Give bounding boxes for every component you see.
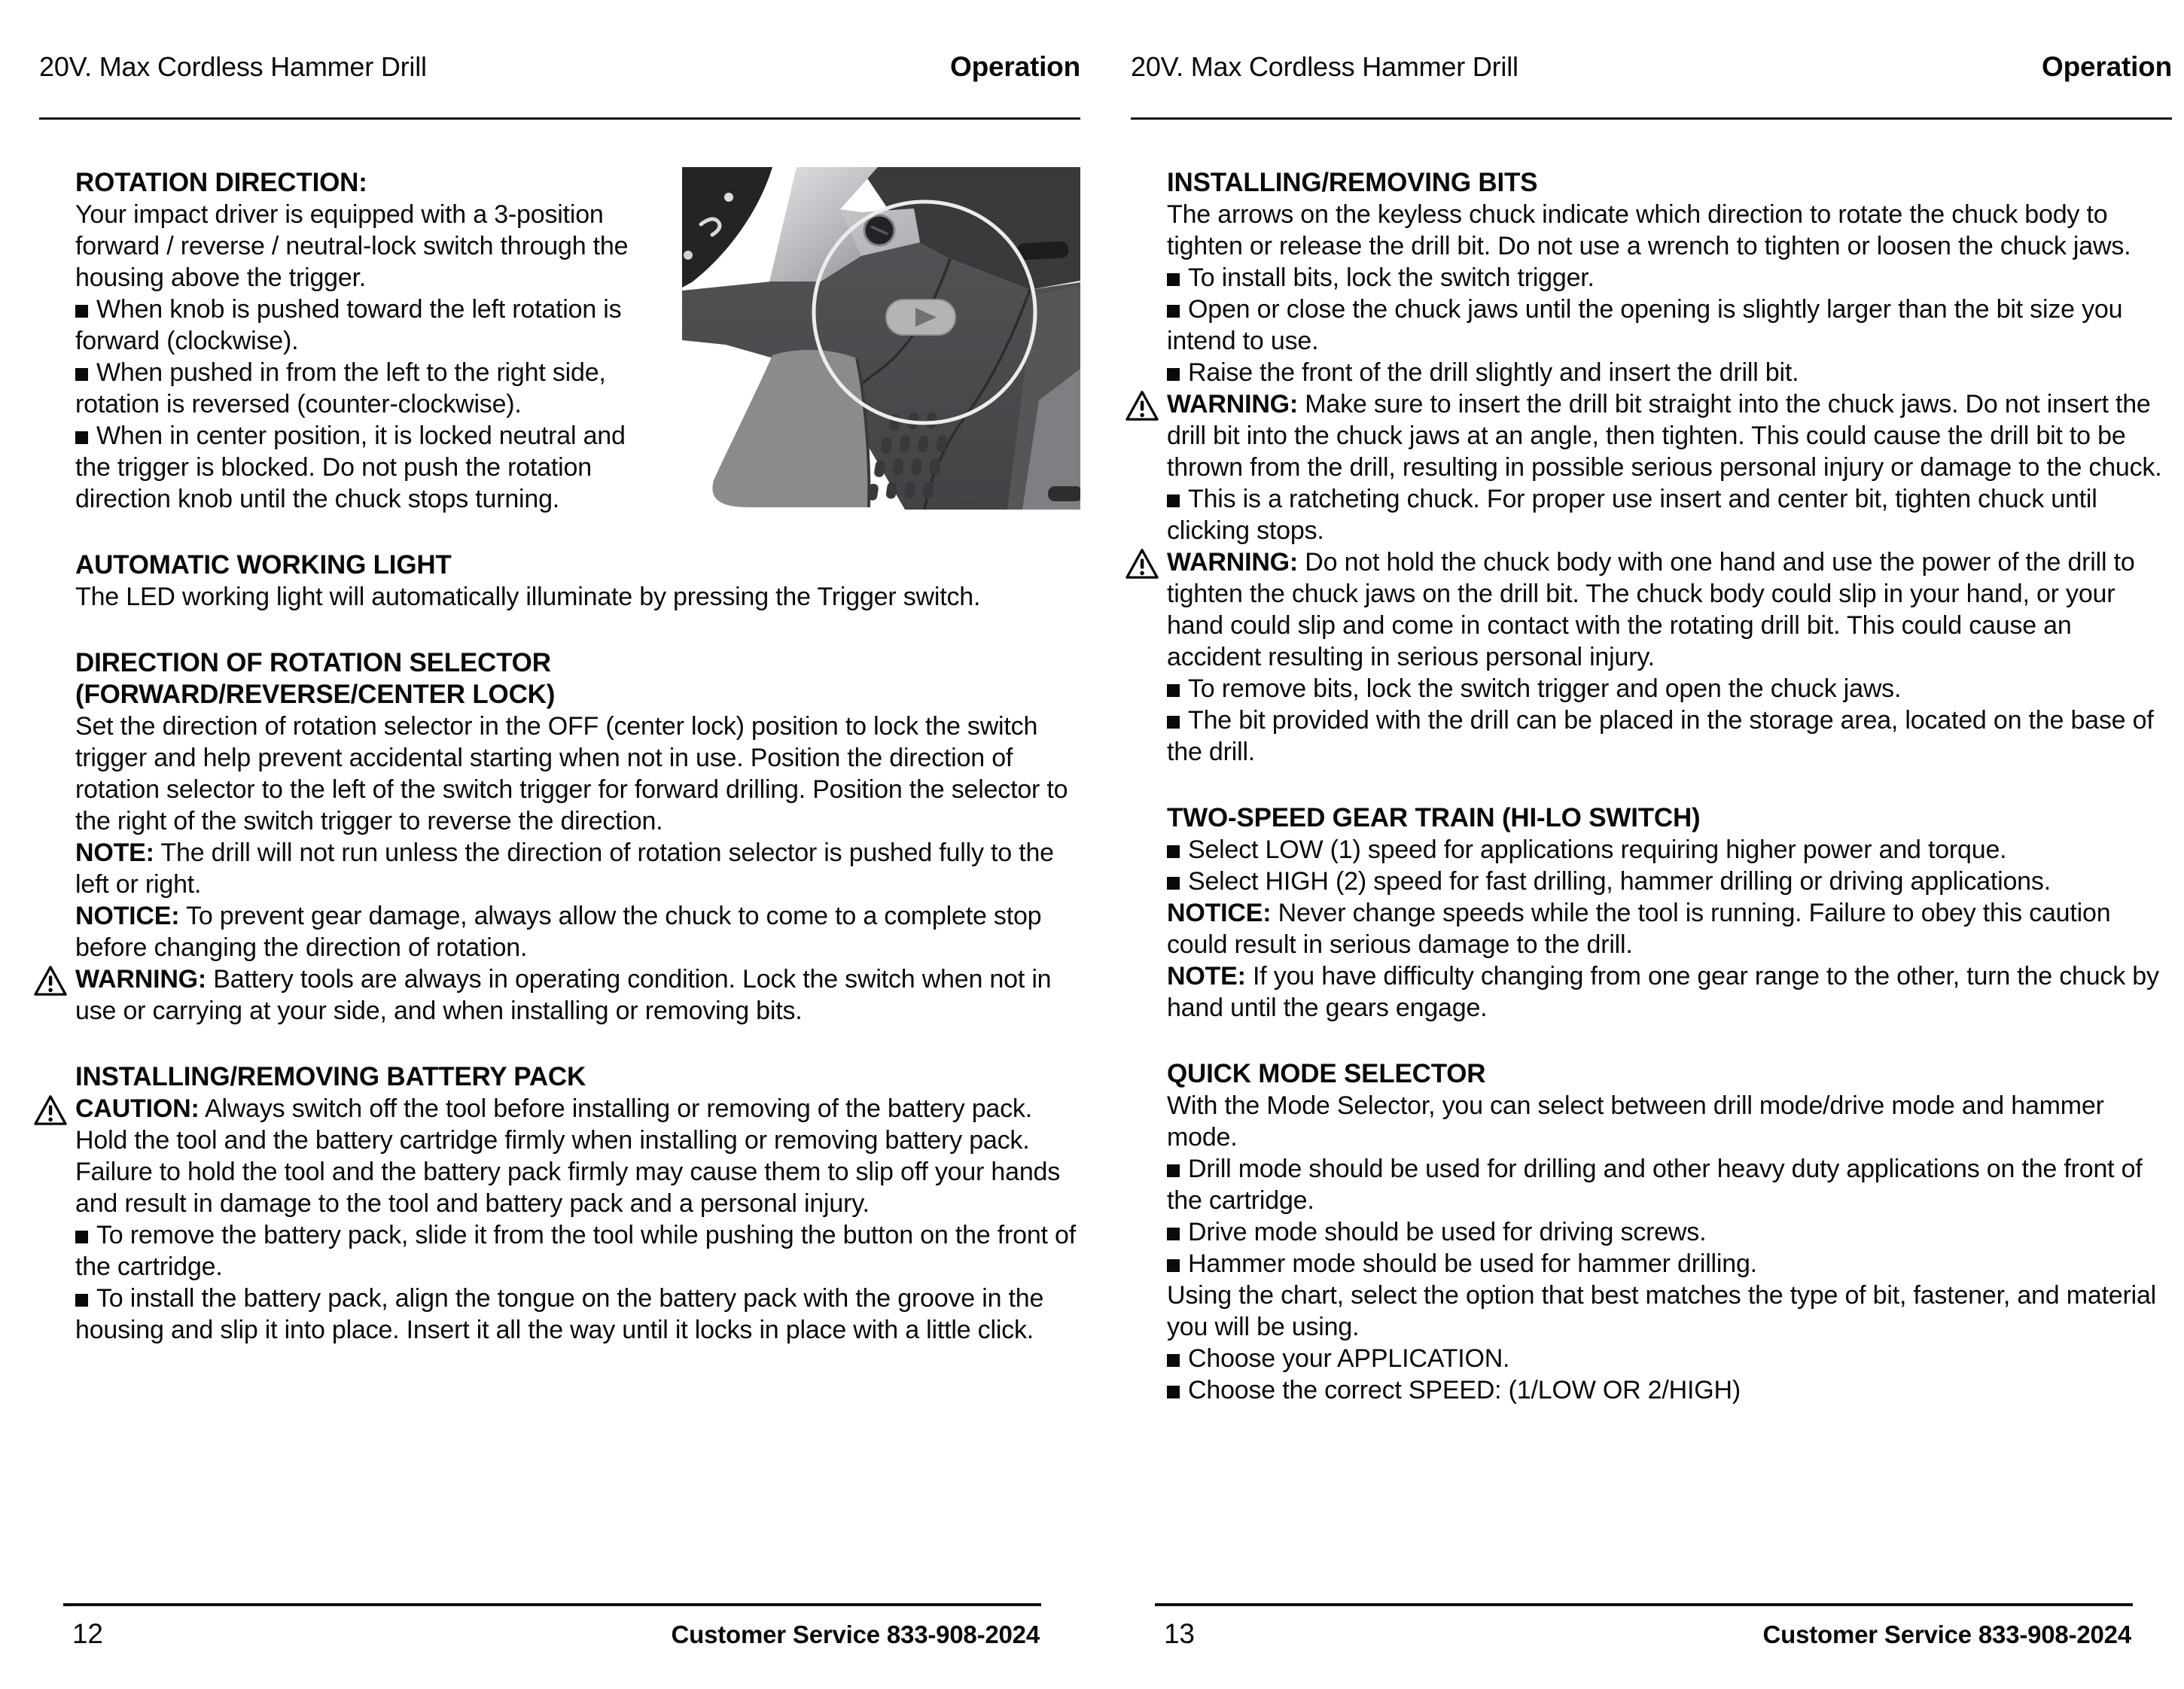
body-paragraph <box>1167 199 2172 262</box>
body-text: Raise the front of the drill slightly and insert the drill bit. <box>1188 358 1799 387</box>
page-number: 13 <box>1164 1618 1195 1649</box>
bullet-item <box>1167 262 2172 294</box>
header-product-title: 20V. Max Cordless Hammer Drill <box>1131 51 1518 82</box>
section-heading-line: AUTOMATIC WORKING LIGHT <box>75 550 452 580</box>
body-text: The arrows on the keyless chuck indicate which direction to rotate the chuck body to tighten or release the drill bit. Do not use a wrench to tighten or loosen the chuck jaws. <box>1167 200 2131 260</box>
body-text: If you have difficulty changing from one gear range to the other, turn the chuck by hand until the gears engage. <box>1167 962 2159 1022</box>
body-text: The LED working light will automatically illuminate by pressing the Trigger switch. <box>75 583 981 611</box>
manual-section <box>1167 1058 2172 1406</box>
bullet-item <box>1167 294 2172 357</box>
bullet-item <box>1167 1216 2172 1248</box>
bullet-item <box>1167 866 2172 897</box>
note-paragraph <box>1167 960 2172 1024</box>
manual-section <box>1167 167 2172 768</box>
warning-paragraph <box>75 963 1080 1027</box>
body-paragraph <box>1167 1280 2172 1343</box>
header-rule <box>39 117 1080 120</box>
emphasis-label: CAUTION: <box>75 1094 200 1123</box>
manual-section <box>75 647 1080 1027</box>
body-text: To install bits, lock the switch trigger. <box>1188 263 1595 292</box>
emphasis-label: WARNING: <box>75 965 207 994</box>
page-content <box>75 167 1080 1346</box>
bullet-item <box>1167 705 2172 768</box>
bullet-square-icon <box>1167 1228 1180 1240</box>
footer-rule <box>1155 1603 2133 1606</box>
body-paragraph <box>75 711 1080 837</box>
bullet-square-icon <box>1167 684 1180 697</box>
body-text: Always switch off the tool before installing or removing of the battery pack. Hold the tool and the battery cartridge firmly when installing or removing battery pack. Failure to hold the tool and the battery pack firmly may cause them to slip off your hands and result in damage to the tool and battery pack and a personal injury. <box>75 1094 1061 1218</box>
manual-section <box>75 167 1080 515</box>
section-heading <box>75 1061 1080 1093</box>
body-text: Battery tools are always in operating condition. Lock the switch when not in use or carrying at your side, and when installing or removing bits. <box>75 965 1052 1025</box>
customer-service-label: Customer Service 833-908-2024 <box>671 1621 1040 1648</box>
header-chapter-label: Operation <box>2042 51 2172 82</box>
bullet-square-icon <box>75 431 88 444</box>
page-number: 12 <box>72 1618 103 1649</box>
header-product-title: 20V. Max Cordless Hammer Drill <box>39 51 427 82</box>
body-text: Open or close the chuck jaws until the opening is slightly larger than the bit size you intend to use. <box>1167 295 2123 355</box>
body-text: The drill will not run unless the direction of rotation selector is pushed fully to the left or right. <box>75 838 1054 899</box>
page-footer <box>1164 1618 2131 1650</box>
emphasis-label: WARNING: <box>1167 390 1299 418</box>
section-heading <box>1167 167 2172 199</box>
section-heading-line: (FORWARD/REVERSE/CENTER LOCK) <box>75 680 556 709</box>
section-heading <box>1167 1058 2172 1090</box>
page-header <box>39 51 1080 83</box>
body-text: Using the chart, select the option that best matches the type of bit, fastener, and material you will be using. <box>1167 1281 2157 1341</box>
bullet-item <box>1167 483 2172 546</box>
body-text: Drill mode should be used for drilling and other heavy duty applications on the front of the cartridge. <box>1167 1155 2143 1215</box>
body-paragraph <box>75 581 1080 613</box>
body-text: Choose your APPLICATION. <box>1188 1344 1510 1373</box>
emphasis-label: NOTICE: <box>1167 899 1272 927</box>
page-content <box>1167 167 2172 1406</box>
bullet-square-icon <box>1167 273 1180 286</box>
section-heading-line: DIRECTION OF ROTATION SELECTOR <box>75 648 551 677</box>
warning-paragraph <box>1167 546 2172 673</box>
body-text: When in center position, it is locked neutral and the trigger is blocked. Do not push the rotation direction knob until the chuck stops turning. <box>75 421 626 513</box>
section-heading-line: INSTALLING/REMOVING BATTERY PACK <box>75 1062 586 1091</box>
body-text: The bit provided with the drill can be placed in the storage area, located on the base of the drill. <box>1167 706 2154 766</box>
footer-rule <box>63 1603 1041 1606</box>
bullet-square-icon <box>1167 1164 1180 1177</box>
bullet-square-icon <box>1167 716 1180 729</box>
bullet-item <box>1167 1153 2172 1216</box>
bullet-square-icon <box>1167 877 1180 890</box>
body-text: With the Mode Selector, you can select between drill mode/drive mode and hammer mode. <box>1167 1091 2104 1152</box>
body-paragraph <box>1167 1090 2172 1153</box>
collar-dot-mark <box>724 193 733 202</box>
emphasis-label: NOTICE: <box>75 902 180 930</box>
body-text: Drive mode should be used for driving screws. <box>1188 1218 1707 1246</box>
body-text: To install the battery pack, align the tongue on the battery pack with the groove in the housing and slip it into place. Insert it all the way until it locks in place with a little click. <box>75 1284 1044 1344</box>
customer-service-label: Customer Service 833-908-2024 <box>1762 1621 2131 1648</box>
body-text: Set the direction of rotation selector in the OFF (center lock) position to lock the switch trigger and help prevent accidental starting when not in use. Position the direction of rotation selector to the left of the switch trigger for forward drilling. Position the selector to the right of the switch trigger to reverse the direction. <box>75 712 1068 835</box>
warning-triangle-icon <box>33 1094 68 1126</box>
section-heading-line: TWO-SPEED GEAR TRAIN (HI-LO SWITCH) <box>1167 803 1701 832</box>
section-heading <box>1167 802 2172 834</box>
bullet-square-icon <box>1167 368 1180 381</box>
emphasis-label: WARNING: <box>1167 548 1299 577</box>
note-paragraph <box>75 837 1080 900</box>
manual-section <box>75 549 1080 613</box>
bullet-square-icon <box>75 305 88 318</box>
manual-section <box>75 1061 1080 1346</box>
bullet-square-icon <box>75 368 88 381</box>
bullet-item <box>1167 673 2172 705</box>
emphasis-label: NOTE: <box>1167 962 1246 991</box>
bullet-item <box>1167 1374 2172 1406</box>
collar-dot-mark <box>684 251 693 260</box>
bullet-square-icon <box>1167 1354 1180 1367</box>
warning-triangle-icon <box>1125 390 1159 421</box>
body-text: Make sure to insert the drill bit straight into the chuck jaws. Do not insert the drill bit into the chuck jaws at an angle, then tighten. This could cause the drill bit to be thrown from the drill, resulting in possible serious personal injury or damage to the chuck. <box>1167 390 2162 482</box>
warning-triangle-icon <box>1125 548 1159 580</box>
body-text: When pushed in from the left to the right side, rotation is reversed (counter-clockwise). <box>75 358 606 418</box>
section-heading <box>75 549 1080 581</box>
bullet-item <box>1167 1343 2172 1374</box>
bullet-item <box>75 1219 1080 1283</box>
body-text: Select HIGH (2) speed for fast drilling, hammer drilling or driving applications. <box>1188 867 2051 896</box>
rear-panel-button <box>1048 486 1080 501</box>
warning-paragraph <box>1167 388 2172 483</box>
bullet-item <box>1167 1248 2172 1280</box>
section-heading-line: ROTATION DIRECTION: <box>75 168 367 197</box>
body-text: To remove bits, lock the switch trigger and open the chuck jaws. <box>1188 674 1902 703</box>
bullet-square-icon <box>1167 1259 1180 1272</box>
body-text: When knob is pushed toward the left rotation is forward (clockwise). <box>75 295 622 355</box>
body-text: Choose the correct SPEED: (1/LOW OR 2/HIGH) <box>1188 1376 1741 1404</box>
bullet-item <box>75 1283 1080 1346</box>
note-paragraph <box>75 900 1080 963</box>
note-paragraph <box>1167 897 2172 960</box>
bullet-square-icon <box>75 1294 88 1307</box>
body-text: Hammer mode should be used for hammer drilling. <box>1188 1249 1757 1278</box>
housing-vent-slot <box>1016 241 1068 260</box>
bullet-square-icon <box>1167 845 1180 858</box>
section-heading <box>75 647 1080 711</box>
bullet-item <box>1167 834 2172 866</box>
bullet-square-icon <box>1167 495 1180 507</box>
body-text: Select LOW (1) speed for applications requiring higher power and torque. <box>1188 835 2007 864</box>
warning-triangle-icon <box>33 965 68 997</box>
page-header <box>1131 51 2172 83</box>
section-heading-line: QUICK MODE SELECTOR <box>1167 1059 1486 1088</box>
manual-page-13 <box>1092 0 2184 1689</box>
body-text: This is a ratcheting chuck. For proper use insert and center bit, tighten chuck until clicking stops. <box>1167 485 2097 545</box>
bullet-item <box>1167 357 2172 388</box>
bullet-square-icon <box>1167 305 1180 318</box>
header-chapter-label: Operation <box>950 51 1080 82</box>
body-text: Do not hold the chuck body with one hand and use the power of the drill to tighten the chuck jaws on the drill bit. The chuck body could slip in your hand, or your hand could slip and come in contact with the rotating drill bit. This could cause an accident resulting in serious personal injury. <box>1167 548 2135 671</box>
page-footer <box>72 1618 1040 1650</box>
body-text: Your impact driver is equipped with a 3-position forward / reverse / neutral-lock switch through the housing above the trigger. <box>75 200 629 292</box>
section-heading-line: INSTALLING/REMOVING BITS <box>1167 168 1538 197</box>
warning-paragraph <box>75 1093 1080 1219</box>
bullet-square-icon <box>75 1231 88 1243</box>
bullet-square-icon <box>1167 1386 1180 1398</box>
drill-selector-photo <box>682 167 1080 510</box>
body-text: Never change speeds while the tool is running. Failure to obey this caution could result in serious damage to the drill. <box>1167 899 2111 959</box>
emphasis-label: NOTE: <box>75 838 154 867</box>
manual-section <box>1167 802 2172 1024</box>
body-text: To remove the battery pack, slide it from the tool while pushing the button on the front of the cartridge. <box>75 1221 1076 1281</box>
body-text: To prevent gear damage, always allow the chuck to come to a complete stop before changing the direction of rotation. <box>75 902 1042 962</box>
header-rule <box>1131 117 2172 120</box>
